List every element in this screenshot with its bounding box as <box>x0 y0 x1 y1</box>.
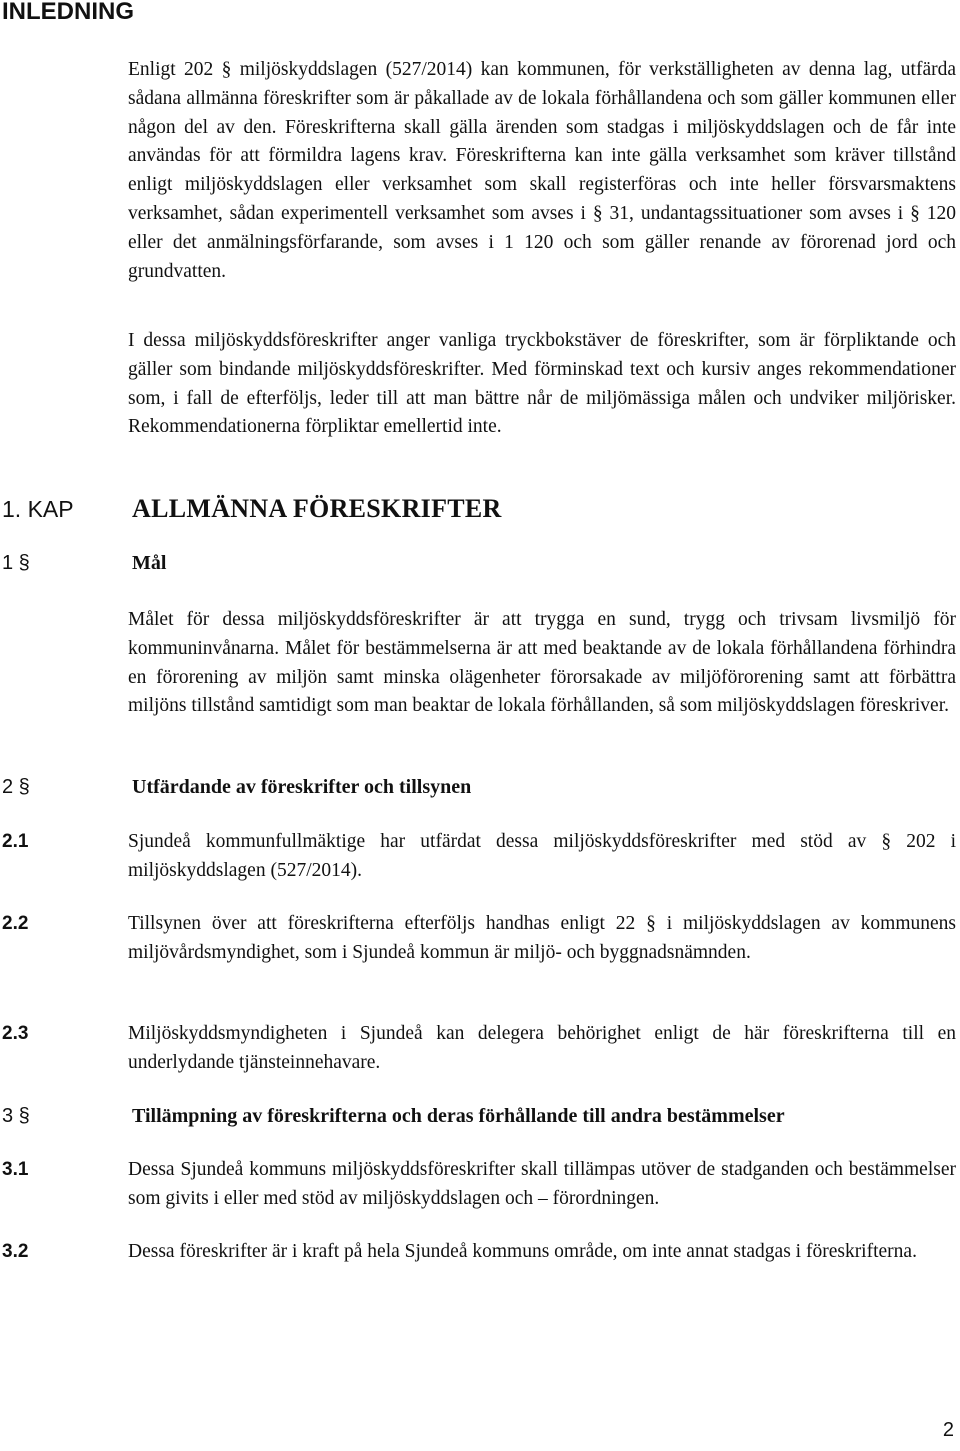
page-number: 2 <box>942 1419 954 1441</box>
intro-paragraph-1: Enligt 202 § miljöskyddslagen (527/2014) kan kommunen, för verkställigheten av denna lag, utfärda sådana allmänna föreskrifter som är påkallade av de lokala förhållandena och som gäller kommunen eller någon del av den. Föreskrifterna skall gälla ärenden som stadgas i miljöskyddslagen och de får inte användas för att förmildra lagens krav. Föreskrifterna kan inte gälla verksamhet som kräver tillstånd enligt miljöskyddslagen eller verksamhet som skall registerföras och inte heller försvarsmaktens verksamhet, sådan experimentell verksamhet som avses i § 31, undantagssituationer som avses i § 120 eller det anmälningsförfarande, som avses i 1 120 och som gäller renande av förorenad jord och grundvatten. <box>128 59 956 282</box>
intro-heading: INLEDNING <box>2 0 134 25</box>
section-3-title: Tillämpning av föreskrifterna och deras förhållande till andra bestämmelser <box>132 1105 785 1127</box>
intro-paragraph-2: I dessa miljöskyddsföreskrifter anger vanliga tryckbokstäver de föreskrifter, som är förpliktande och gäller som bindande miljöskyddsföreskrifter. Med förminskad text och kursiv anges rekommendationer som, i fall de efterföljs, leder till att man bättre når de miljömässiga målen och undviker miljörisker. Rekommendationerna förpliktar emellertid inte. <box>128 330 956 438</box>
subsection-2-3-number: 2.3 <box>2 1023 29 1044</box>
subsection-2-1-text: Sjundeå kommunfullmäktige har utfärdat dessa miljöskyddsföreskrifter med stöd av § 202 i miljöskyddslagen (527/2014). <box>128 831 956 881</box>
section-2-title: Utfärdande av föreskrifter och tillsynen <box>132 776 472 798</box>
subsection-3-2-number: 3.2 <box>2 1241 29 1262</box>
subsection-3-2-text: Dessa föreskrifter är i kraft på hela Sjundeå kommuns område, om inte annat stadgas i föreskrifterna. <box>128 1241 917 1262</box>
section-1-title: Mål <box>132 552 167 574</box>
subsection-3-1-text: Dessa Sjundeå kommuns miljöskyddsföreskrifter skall tillämpas utöver de stadganden och bestämmelser som givits i eller med stöd av miljöskyddslagen och – förordningen. <box>128 1159 956 1209</box>
section-3-number: 3 § <box>2 1105 30 1127</box>
subsection-3-1-number: 3.1 <box>2 1159 29 1180</box>
subsection-2-3-text: Miljöskyddsmyndigheten i Sjundeå kan delegera behörighet enligt de här föreskrifterna till en underlydande tjänsteinnehavare. <box>128 1023 956 1073</box>
subsection-2-2-text: Tillsynen över att föreskrifterna efterföljs handhas enligt 22 § i miljöskyddslagen av kommunens miljövårdsmyndighet, som i Sjundeå kommun är miljö- och byggnadsnämnden. <box>128 913 956 963</box>
section-2-number: 2 § <box>2 776 30 798</box>
subsection-2-1-number: 2.1 <box>2 831 29 852</box>
section-1-number: 1 § <box>2 552 30 574</box>
subsection-2-2-number: 2.2 <box>2 913 29 934</box>
chapter-number: 1. KAP <box>2 496 74 522</box>
section-1-body: Målet för dessa miljöskyddsföreskrifter är att trygga en sund, trygg och trivsam livsmiljö för kommuninvånarna. Målet för bestämmelserna är att med beaktande av de lokala förhållandena förhindra en förorening av miljön samt minska olägenheter förorsakade av miljöförorening samt att förbättra miljöns tillstånd samtidigt som man beaktar de lokala förhållanden, så som miljöskyddslagen föreskriver. <box>128 609 956 717</box>
chapter-title: ALLMÄNNA FÖRESKRIFTER <box>132 494 502 523</box>
